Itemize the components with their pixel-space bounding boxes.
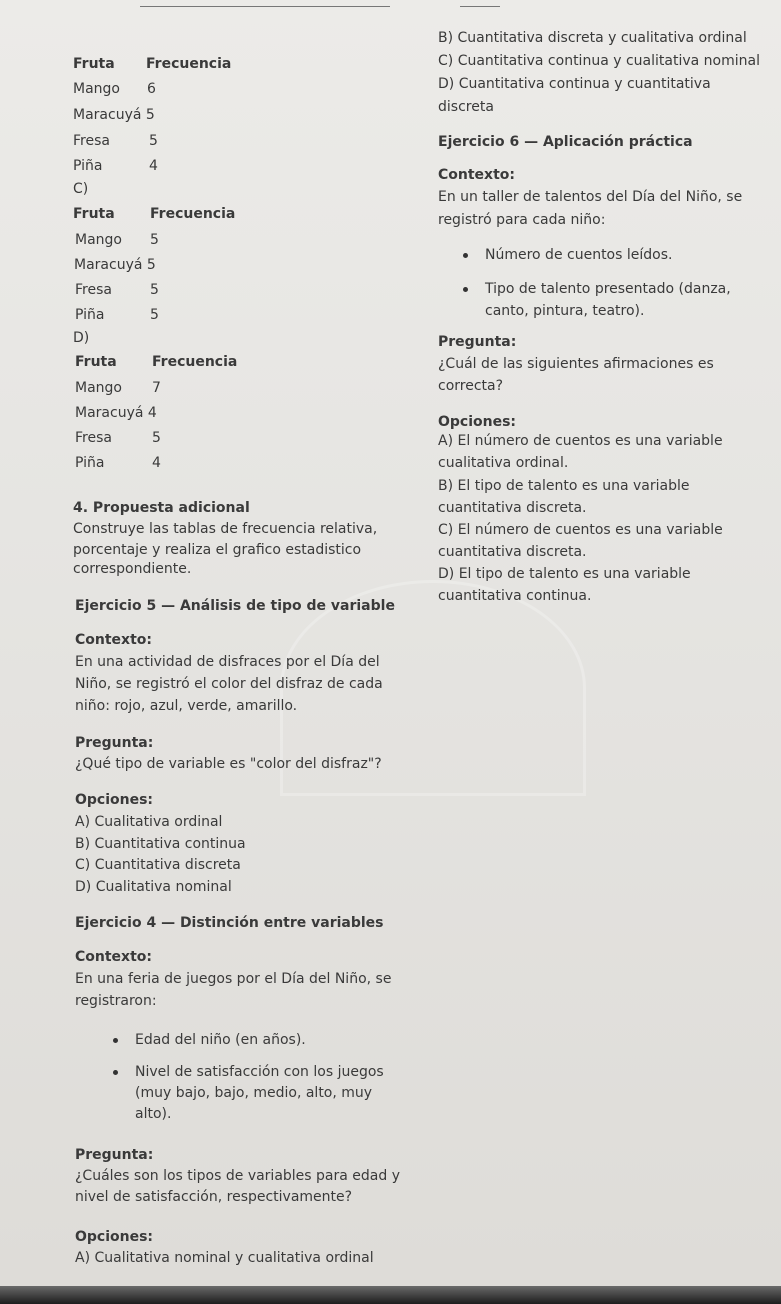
question-text: nivel de satisfacción, respectivamente? bbox=[75, 1189, 353, 1205]
option-item-continuation: cuantitativa discreta. bbox=[438, 500, 587, 516]
bullet-continuation: canto, pintura, teatro). bbox=[485, 303, 645, 319]
table-header-frecuencia: Frecuencia bbox=[152, 354, 238, 370]
table-cell: Maracuyá 5 bbox=[74, 257, 156, 273]
table-cell: 5 bbox=[149, 133, 158, 149]
table-header-fruta: Fruta bbox=[73, 206, 115, 222]
table-header-fruta: Fruta bbox=[73, 56, 115, 72]
paragraph-line: porcentaje y realiza el grafico estadistico bbox=[73, 542, 362, 558]
question-text: ¿Cuáles son los tipos de variables para edad y bbox=[75, 1168, 400, 1184]
header-underline bbox=[140, 0, 390, 7]
question-text: ¿Cuál de las siguientes afirmaciones es bbox=[438, 356, 714, 372]
context-label: Contexto: bbox=[75, 949, 152, 965]
context-line: En una actividad de disfraces por el Día del bbox=[75, 654, 380, 670]
context-label: Contexto: bbox=[75, 632, 152, 648]
option-item: C) Cuantitativa continua y cualitativa nominal bbox=[438, 53, 760, 69]
question-text: correcta? bbox=[438, 378, 504, 394]
option-item-continuation: cuantitativa continua. bbox=[438, 588, 592, 604]
options-label: Opciones: bbox=[75, 1229, 154, 1245]
context-line: En un taller de talentos del Día del Niño, se bbox=[438, 189, 743, 205]
table-cell: 4 bbox=[152, 455, 161, 471]
context-label: Contexto: bbox=[438, 167, 515, 183]
option-item: A) Cualitativa ordinal bbox=[75, 814, 223, 830]
question-label: Pregunta: bbox=[75, 1147, 154, 1163]
option-item: A) Cualitativa nominal y cualitativa ordinal bbox=[75, 1250, 374, 1266]
exercise-title: Ejercicio 4 — Distinción entre variables bbox=[75, 915, 384, 931]
table-cell: 5 bbox=[150, 232, 159, 248]
header-underline bbox=[460, 0, 500, 7]
option-item: A) El número de cuentos es una variable bbox=[438, 433, 723, 449]
question-label: Pregunta: bbox=[438, 334, 517, 350]
option-item: B) Cuantitativa discreta y cualitativa ordinal bbox=[438, 30, 747, 46]
options-label: Opciones: bbox=[75, 792, 154, 808]
bullet-item: Número de cuentos leídos. bbox=[485, 247, 673, 263]
question-label: Pregunta: bbox=[75, 735, 154, 751]
context-line: registró para cada niño: bbox=[438, 212, 606, 228]
section-title: 4. Propuesta adicional bbox=[73, 500, 250, 516]
exercise-title: Ejercicio 5 — Análisis de tipo de variable bbox=[75, 598, 395, 614]
context-line: Niño, se registró el color del disfraz de cada bbox=[75, 676, 383, 692]
option-label-c: C) bbox=[73, 181, 89, 197]
table-cell: Piña bbox=[73, 158, 103, 174]
table-cell: Piña bbox=[75, 455, 105, 471]
option-item: B) El tipo de talento es una variable bbox=[438, 478, 690, 494]
table-cell: Fresa bbox=[75, 282, 112, 298]
table-cell: 5 bbox=[152, 430, 161, 446]
table-cell: Piña bbox=[75, 307, 105, 323]
table-cell: Fresa bbox=[75, 430, 112, 446]
option-item: D) Cualitativa nominal bbox=[75, 879, 232, 895]
table-header-frecuencia: Frecuencia bbox=[146, 56, 232, 72]
table-cell: 6 bbox=[147, 81, 156, 97]
paragraph-line: correspondiente. bbox=[73, 561, 192, 577]
bullet-item: Tipo de talento presentado (danza, bbox=[485, 281, 731, 297]
table-cell: Mango bbox=[75, 380, 122, 396]
bullet-item: Nivel de satisfacción con los juegos bbox=[135, 1064, 384, 1080]
table-cell: Maracuyá 4 bbox=[75, 405, 157, 421]
table-cell: Maracuyá 5 bbox=[73, 107, 155, 123]
option-item: B) Cuantitativa continua bbox=[75, 836, 246, 852]
table-cell: 4 bbox=[149, 158, 158, 174]
option-item-continuation: discreta bbox=[438, 99, 494, 115]
option-item: C) El número de cuentos es una variable bbox=[438, 522, 723, 538]
table-header-frecuencia: Frecuencia bbox=[150, 206, 236, 222]
context-line: registraron: bbox=[75, 993, 157, 1009]
context-line: En una feria de juegos por el Día del Niño, se bbox=[75, 971, 392, 987]
table-cell: Mango bbox=[75, 232, 122, 248]
options-label: Opciones: bbox=[438, 414, 517, 430]
table-cell: 7 bbox=[152, 380, 161, 396]
table-header-fruta: Fruta bbox=[75, 354, 117, 370]
bullet-continuation: alto). bbox=[135, 1106, 172, 1122]
option-item-continuation: cualitativa ordinal. bbox=[438, 455, 569, 471]
bullet-continuation: (muy bajo, bajo, medio, alto, muy bbox=[135, 1085, 373, 1101]
question-text: ¿Qué tipo de variable es "color del disfraz"? bbox=[75, 756, 382, 772]
table-cell: 5 bbox=[150, 307, 159, 323]
option-item: D) Cuantitativa continua y cuantitativa bbox=[438, 76, 711, 92]
option-item: C) Cuantitativa discreta bbox=[75, 857, 241, 873]
paragraph-line: Construye las tablas de frecuencia relativa, bbox=[73, 521, 378, 537]
option-item: D) El tipo de talento es una variable bbox=[438, 566, 691, 582]
option-item-continuation: cuantitativa discreta. bbox=[438, 544, 587, 560]
option-label-d: D) bbox=[73, 330, 90, 346]
context-line: niño: rojo, azul, verde, amarillo. bbox=[75, 698, 298, 714]
table-cell: 5 bbox=[150, 282, 159, 298]
exercise-title: Ejercicio 6 — Aplicación práctica bbox=[438, 134, 693, 150]
table-cell: Fresa bbox=[73, 133, 110, 149]
bullet-item: Edad del niño (en años). bbox=[135, 1032, 306, 1048]
page-edge-shadow bbox=[0, 1286, 781, 1304]
table-cell: Mango bbox=[73, 81, 120, 97]
